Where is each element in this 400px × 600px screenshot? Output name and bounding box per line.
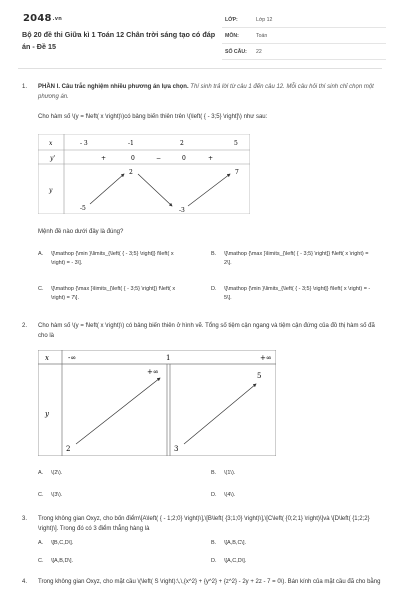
y-value: +∞: [147, 368, 159, 376]
question-4: 4. Trong không gian Oxyz, cho mặt cầu \(\left( S \right):\,\,{x^2} + {y^2} + {z^2} - 2y + 2z - 7 = 0\). Bán kính của mặt cầu đã cho bằng: [22, 579, 381, 585]
part-instructions: Thí sinh trả lời từ câu 1 đến câu 12. Mỗi câu hỏi thí sinh chỉ chọn một phương án.: [38, 84, 374, 100]
y-prime-sign: −: [156, 155, 162, 162]
answer-option-a[interactable]: A. \[B,C,D\].: [38, 540, 74, 546]
x-label: x: [45, 354, 49, 362]
variation-table-1: [38, 134, 250, 214]
y-prime-sign: +: [208, 155, 214, 162]
answer-option-c[interactable]: C. \[A,B,D\].: [38, 558, 74, 564]
x-label: x: [49, 140, 53, 147]
arrow-increasing: [184, 384, 256, 444]
header-divider: [18, 68, 382, 69]
meta-row-class: LỚP: Lớp 12: [222, 12, 386, 28]
question-3: 3. Trong không gian Oxyz, cho bốn điểm\[A\left( { - 1;2;0} \right)\],\[B\left( {3;1;0} \right)\],\[C\left( {0;2;1} \right)\]và \[D\left( {1;2;2} \right)\]. Trong đó có 3 điểm thẳng hàng là: [22, 516, 370, 532]
y-label: y: [45, 410, 49, 418]
question-number: 2.: [22, 323, 28, 329]
x-value: -∞: [68, 354, 77, 362]
document-title: Bộ 20 đề thi Giữa kì 1 Toán 12 Chân trời sáng tạo có đáp án - Đề 15: [22, 30, 216, 51]
answer-option-b[interactable]: B. \(1\).: [211, 470, 236, 476]
x-value: +∞: [260, 354, 272, 362]
question-1-stem: Cho hàm số \(y = f\left( x \right)\)có bảng biến thiên trên \(\left( { - 3;5} \right]\) như sau:: [38, 114, 268, 120]
answer-option-a[interactable]: A. \[\mathop {\min }\limits_{\left( { - 3;5} \right]} f\left( x \right) = - 3\].: [38, 251, 174, 266]
answer-option-a[interactable]: A. \(2\).: [38, 470, 63, 476]
x-value: 1: [166, 354, 171, 362]
y-prime-zero: 0: [131, 155, 135, 162]
y-value: 3: [174, 445, 179, 453]
question-number: 1.: [22, 84, 28, 90]
meta-row-subject: MÔN: Toán: [222, 28, 386, 44]
y-value: 2: [66, 445, 71, 453]
part-heading: PHẦN I. Câu trắc nghiệm nhiều phương án lựa chọn.: [38, 84, 189, 90]
question-number: 3.: [22, 516, 28, 522]
meta-panel: [222, 12, 386, 60]
y-prime-label: y': [50, 155, 56, 162]
y-value: 2: [129, 169, 133, 176]
arrow-decreasing: [138, 174, 172, 206]
y-value: 5: [257, 372, 262, 380]
arrow-increasing: [90, 174, 124, 204]
answer-option-d[interactable]: D. \[A,C,D\].: [211, 558, 247, 564]
answer-option-d[interactable]: D. \[\mathop {\min }\limits_{\left( { - 3;5} \right]} f\left( x \right) = - 5\].: [211, 286, 371, 301]
y-label: y: [49, 187, 53, 194]
variation-table-2: [38, 350, 276, 456]
answer-option-c[interactable]: C. \(3\).: [38, 492, 63, 498]
y-value: 7: [235, 169, 239, 176]
site-logo[interactable]: 2048.vn: [23, 13, 62, 24]
arrow-increasing: [76, 378, 160, 444]
question-1: [22, 82, 382, 102]
answer-option-d[interactable]: D. \(4\).: [211, 492, 236, 498]
answer-option-b[interactable]: B. \[A,B,C\].: [211, 540, 247, 546]
question-number: 4.: [22, 579, 28, 585]
y-prime-sign: +: [101, 155, 107, 162]
y-prime-zero: 0: [182, 155, 186, 162]
answer-option-b[interactable]: B. \[\mathop {\max }\limits_{\left( { - 3;5} \right]} f\left( x \right) = 2\].: [211, 251, 369, 266]
x-value: 5: [234, 140, 238, 147]
x-value: 2: [180, 140, 184, 147]
question-1-prompt: Mệnh đề nào dưới đây là đúng?: [38, 229, 124, 235]
question-2: 2. Cho hàm số \(y = f\left( x \right)\) có bảng biến thiên ở hình vẽ. Tổng số tiệm cận ngang và tiệm cận đứng của đồ thị hàm số đã cho là: [22, 323, 375, 339]
y-value: -5: [80, 205, 86, 212]
arrow-increasing: [188, 174, 230, 206]
meta-row-question-count: SỐ CÂU: 22: [222, 44, 386, 60]
x-value: -1: [128, 140, 134, 147]
y-value: -3: [179, 207, 185, 214]
answer-option-c[interactable]: C. \[\mathop {\max }\limits_{\left( { - 3;5} \right]} f\left( x \right) = 7\].: [38, 286, 176, 301]
x-value: - 3: [80, 140, 88, 147]
